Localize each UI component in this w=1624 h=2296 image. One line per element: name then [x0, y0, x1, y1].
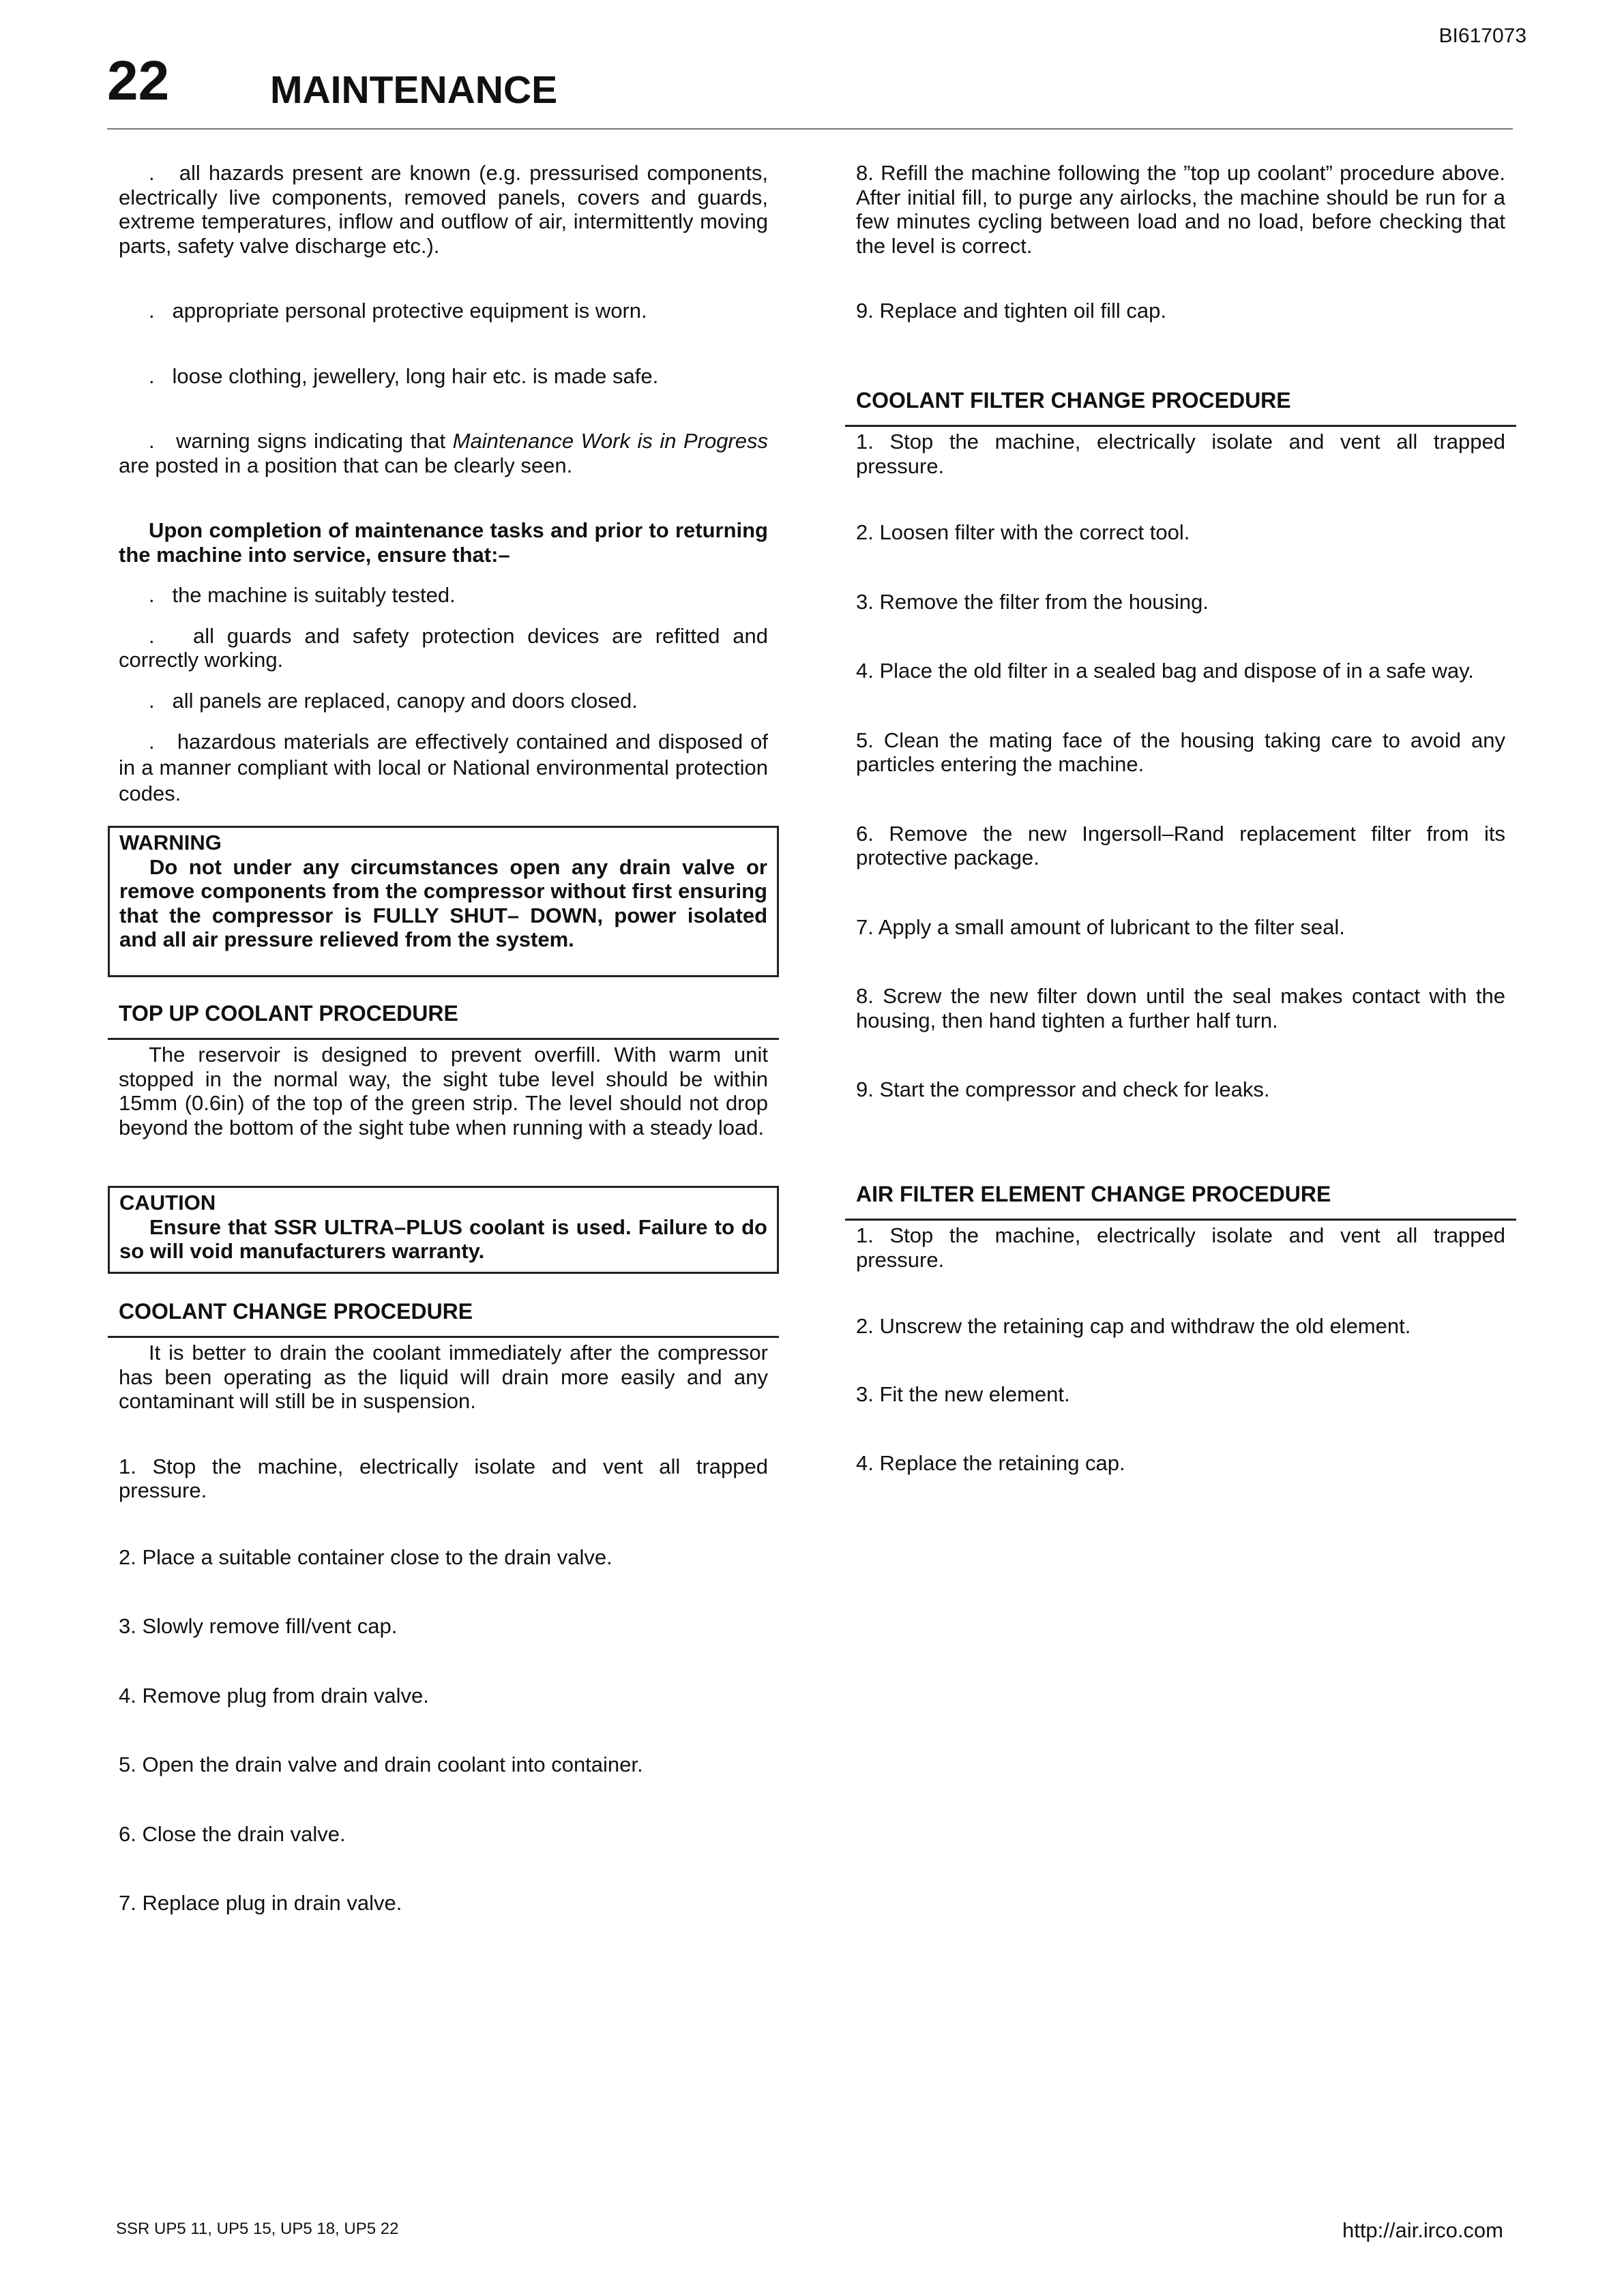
bullet-tested: . the machine is suitably tested.	[149, 583, 456, 607]
footer-models: SSR UP5 11, UP5 15, UP5 18, UP5 22	[116, 2220, 399, 2238]
air-filter-title: AIR FILTER ELEMENT CHANGE PROCEDURE	[856, 1181, 1331, 1206]
page-number: 22	[107, 50, 170, 112]
warning-label: WARNING	[119, 831, 222, 854]
coolant-step-5: 5. Open the drain valve and drain coolant into container.	[119, 1753, 643, 1776]
filter-step-3: 3. Remove the filter from the housing.	[856, 589, 1209, 614]
filter-step-5: 5. Clean the mating face of the housing taking care to avoid any particles entering the machine.	[856, 728, 1505, 776]
coolant-step-7: 7. Replace plug in drain valve.	[119, 1891, 402, 1915]
coolant-step-8: 8. Refill the machine following the ”top up coolant” procedure above. After initial fill, to purge any airlocks, the machine should be run for a few minutes cycling between load and no load, before checking that the level is correct.	[856, 161, 1505, 258]
coolant-filter-heading	[845, 389, 1516, 428]
coolant-step-9: 9. Replace and tighten oil fill cap.	[856, 299, 1166, 323]
coolant-step-4: 4. Remove plug from drain valve.	[119, 1683, 429, 1708]
coolant-change-intro: It is better to drain the coolant immediately after the compressor has been operating as the liquid will drain more easily and any contaminant will still be in suspension.	[119, 1341, 768, 1413]
bullet-panels: . all panels are replaced, canopy and doors closed.	[149, 688, 638, 713]
section-title: MAINTENANCE	[270, 68, 558, 112]
air-filter-rule	[845, 1219, 1516, 1221]
bullet-warning-signs: . warning signs indicating that Maintenance Work is in Progress are posted in a position that can be clearly seen.	[119, 429, 768, 477]
bullet-hazards: . all hazards present are known (e.g. pressurised components, electrically live components, removed panels, covers and guards, extreme temperatures, inflow and outflow of air, intermittently moving parts, safety valve discharge etc.).	[119, 161, 768, 258]
header-rule	[107, 128, 1513, 130]
coolant-filter-title: COOLANT FILTER CHANGE PROCEDURE	[856, 387, 1291, 413]
completion-intro: Upon completion of maintenance tasks and prior to returning the machine into service, ensure that:–	[119, 518, 768, 567]
left-column	[119, 161, 768, 1915]
filter-step-7: 7. Apply a small amount of lubricant to the filter seal.	[856, 914, 1345, 939]
warning-text: Do not under any circumstances open any drain valve or remove components from the compressor without first ensuring that the compressor is FULLY SHUT– DOWN, power isolated and all air pressure relieved from the system.	[119, 854, 767, 951]
top-up-rule	[108, 1038, 779, 1040]
doc-code: BI617073	[1438, 25, 1526, 47]
coolant-step-2: 2. Place a suitable container close to the drain valve.	[119, 1545, 612, 1569]
coolant-step-3: 3. Slowly remove fill/vent cap.	[119, 1614, 398, 1638]
bullet-ppe: . appropriate personal protective equipment is worn.	[149, 299, 647, 323]
coolant-step-6: 6. Close the drain valve.	[119, 1821, 346, 1846]
air-filter-heading	[845, 1182, 1516, 1221]
filter-step-1: 1. Stop the machine, electrically isolate and vent all trapped pressure.	[856, 430, 1505, 478]
coolant-filter-rule	[845, 425, 1516, 427]
caution-text: Ensure that SSR ULTRA–PLUS coolant is used. Failure to do so will void manufacturers warranty.	[119, 1214, 767, 1263]
coolant-step-1: 1. Stop the machine, electrically isolate and vent all trapped pressure.	[119, 1454, 768, 1502]
air-step-3: 3. Fit the new element.	[856, 1382, 1070, 1406]
top-up-heading	[108, 1002, 779, 1041]
coolant-change-title: COOLANT CHANGE PROCEDURE	[119, 1298, 473, 1324]
top-up-title: TOP UP COOLANT PROCEDURE	[119, 1000, 458, 1026]
coolant-change-heading	[108, 1300, 779, 1339]
filter-step-4: 4. Place the old filter in a sealed bag and dispose of in a safe way.	[856, 659, 1474, 683]
bullet-clothing: . loose clothing, jewellery, long hair etc. is made safe.	[149, 363, 659, 388]
top-up-text: The reservoir is designed to prevent overfill. With warm unit stopped in the normal way, the sight tube level should be within 15mm (0.6in) of the top of the green strip. The level should not drop beyond the bottom of the sight tube when running with a steady load.	[119, 1043, 768, 1139]
footer-url[interactable]: http://air.irco.com	[1342, 2218, 1503, 2242]
filter-step-6: 6. Remove the new Ingersoll–Rand replacement filter from its protective package.	[856, 821, 1505, 869]
bullet-hazardous-materials: . hazardous materials are effectively contained and disposed of in a manner compliant with local or National environmental protection codes.	[119, 730, 768, 805]
warning-box	[108, 826, 779, 977]
caution-label: CAUTION	[119, 1191, 216, 1214]
filter-step-8: 8. Screw the new filter down until the seal makes contact with the housing, then hand tighten a further half turn.	[856, 984, 1505, 1032]
filter-step-9: 9. Start the compressor and check for leaks.	[856, 1077, 1270, 1101]
right-column	[856, 161, 1505, 1476]
coolant-change-rule	[108, 1336, 779, 1338]
air-step-1: 1. Stop the machine, electrically isolate and vent all trapped pressure.	[856, 1223, 1505, 1272]
caution-box	[108, 1186, 779, 1274]
filter-step-2: 2. Loosen filter with the correct tool.	[856, 520, 1190, 544]
bullet-guards: . all guards and safety protection devices are refitted and correctly working.	[119, 623, 769, 672]
air-step-4: 4. Replace the retaining cap.	[856, 1451, 1125, 1475]
air-step-2: 2. Unscrew the retaining cap and withdraw the old element.	[856, 1314, 1411, 1338]
